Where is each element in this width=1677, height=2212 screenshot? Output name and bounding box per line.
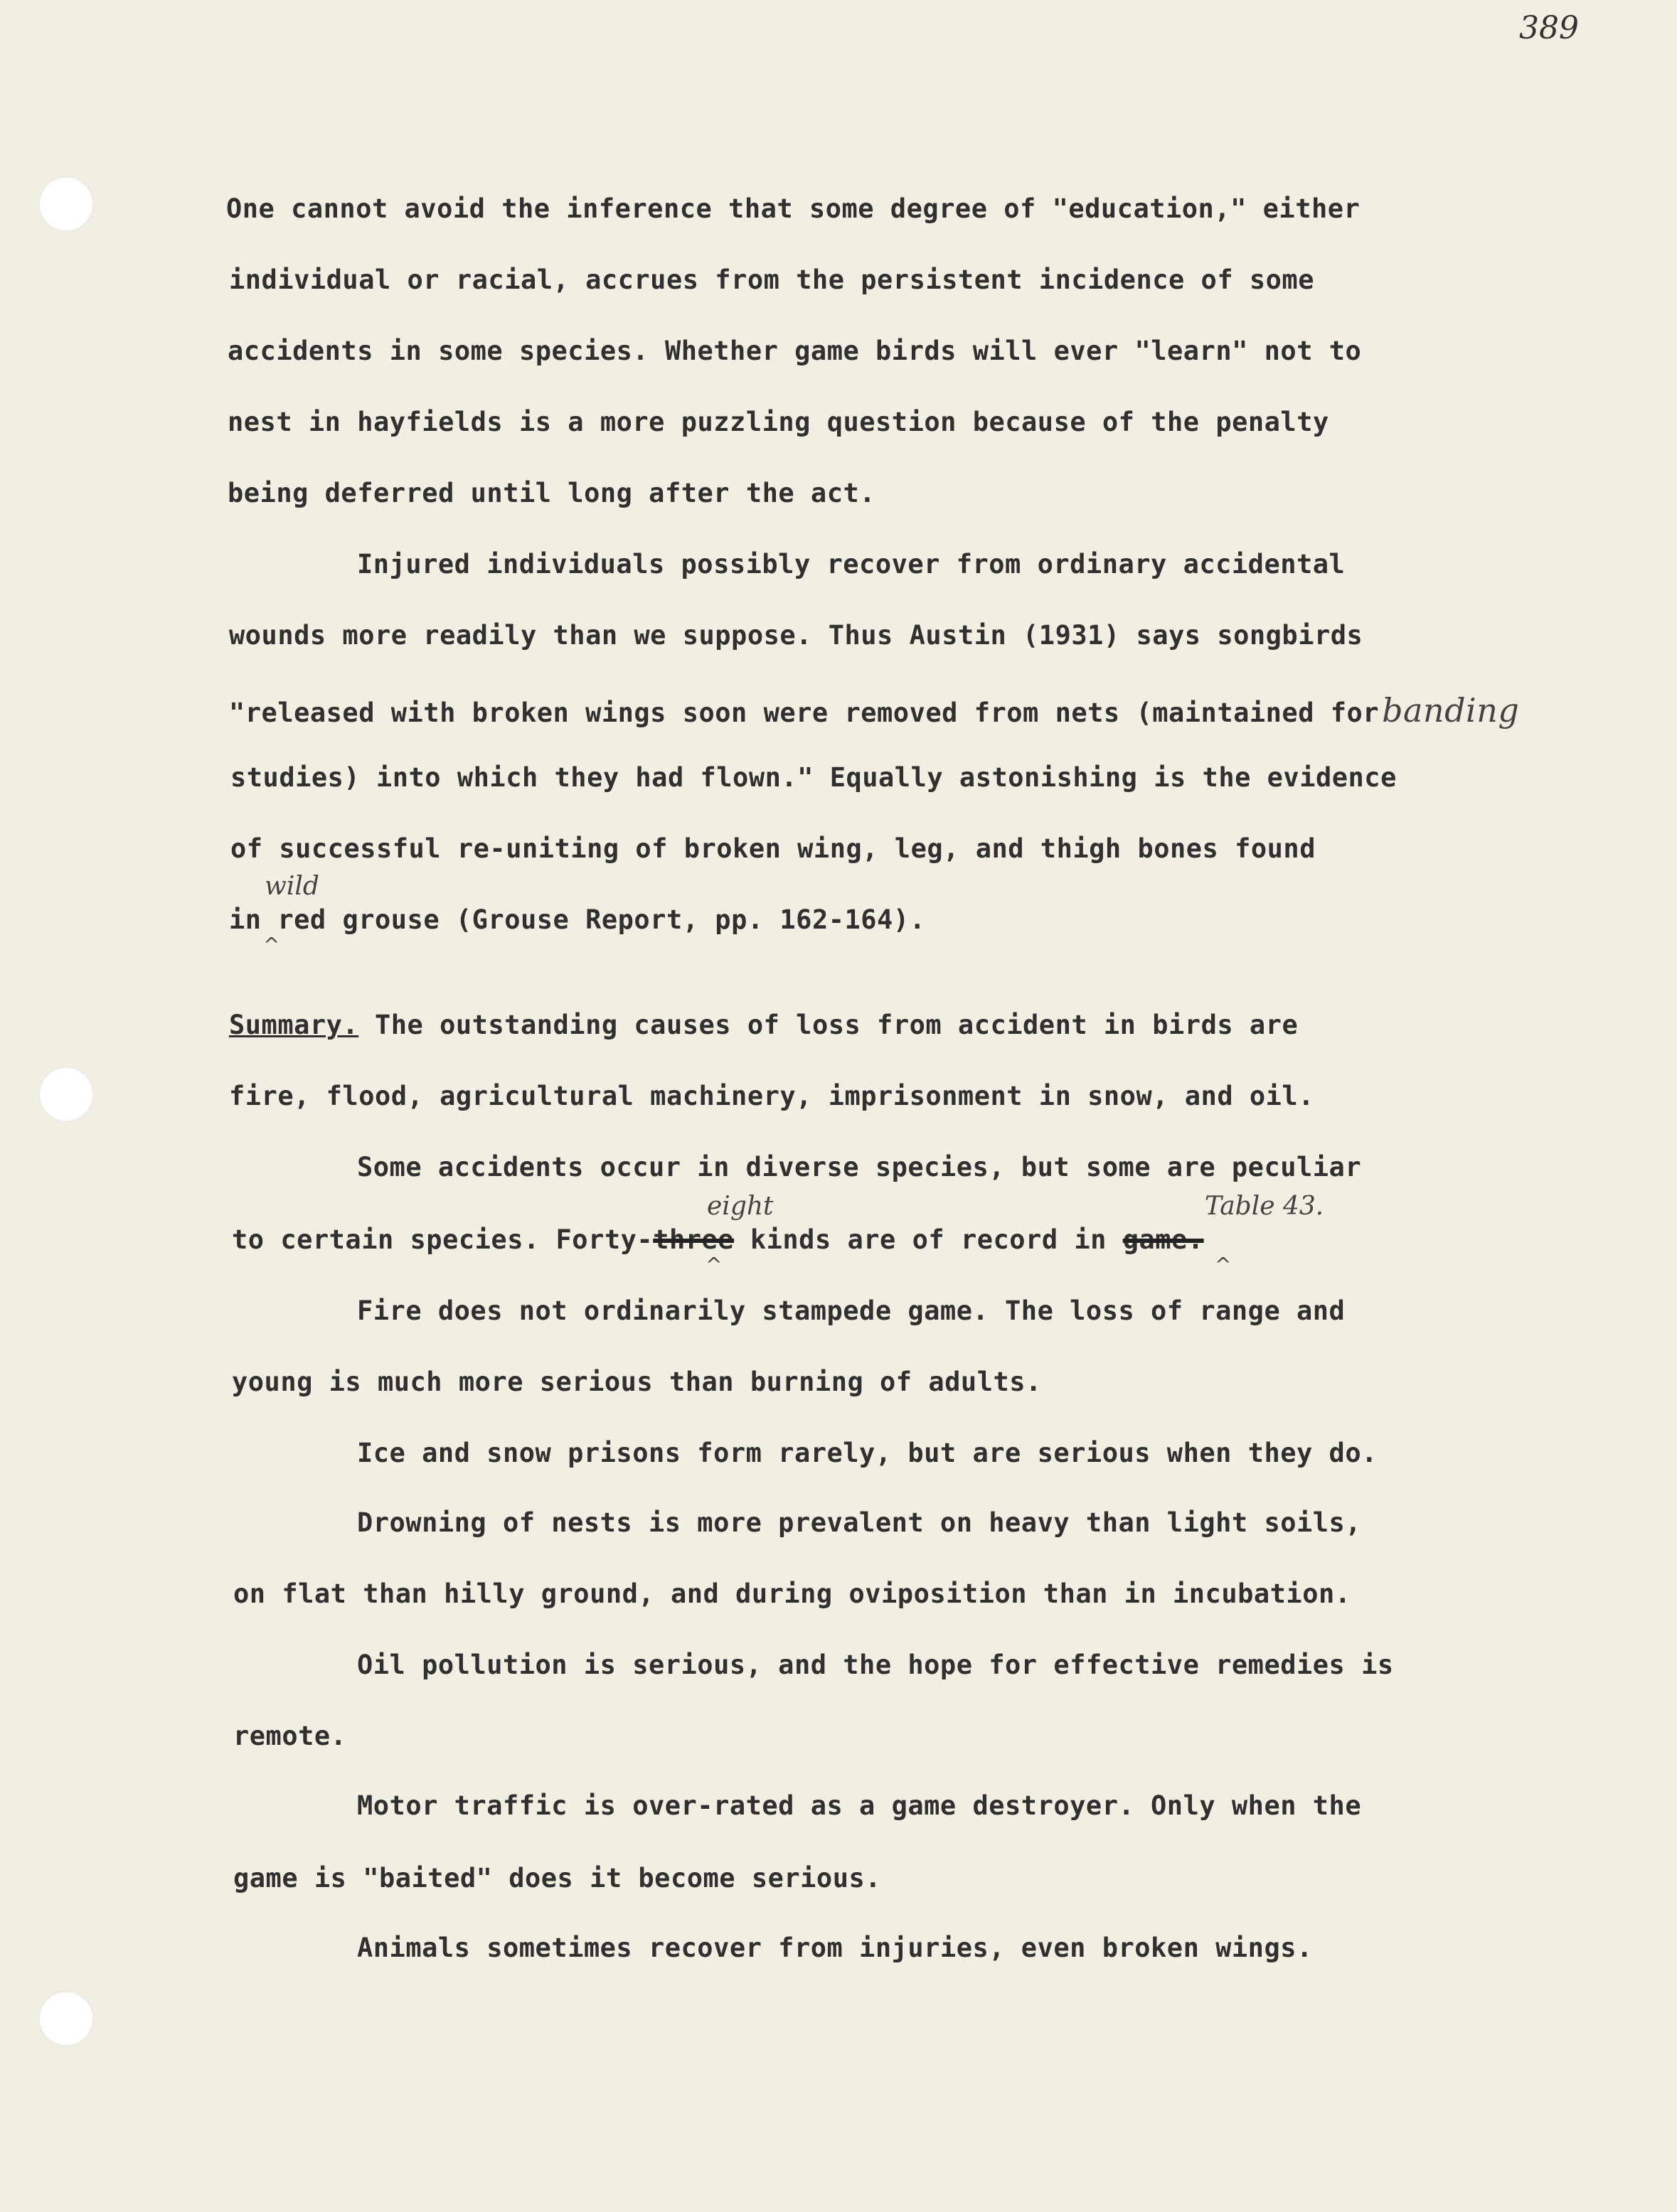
- insertion-caret: ^: [263, 933, 280, 956]
- text-line: [229, 1010, 1298, 1040]
- text-line: [232, 1224, 1204, 1255]
- text-line: being deferred until long after the act.: [228, 478, 876, 508]
- binder-hole-bottom: [38, 1991, 94, 2046]
- text-line: Fire does not ordinarily stampede game. The loss of range and: [357, 1295, 1346, 1326]
- page-number: 389: [1519, 10, 1579, 46]
- text-line: nest in hayfields is a more puzzling question because of the penalty: [228, 407, 1329, 437]
- handwritten-insertion: banding: [1382, 691, 1520, 730]
- text-line: on flat than hilly ground, and during oviposition than in incubation.: [233, 1578, 1351, 1609]
- typed-text: "released with broken wings soon were removed from nets (maintained for: [229, 698, 1380, 728]
- text-line: game is "baited" does it become serious.: [233, 1863, 882, 1893]
- typed-text: The outstanding causes of loss from accident in birds are: [358, 1010, 1299, 1040]
- text-line: fire, flood, agricultural machinery, imprisonment in snow, and oil.: [229, 1081, 1314, 1111]
- text-line: studies) into which they had flown." Equally astonishing is the evidence: [230, 762, 1397, 793]
- insertion-caret: ^: [1215, 1253, 1232, 1276]
- struck-text: three: [653, 1224, 735, 1255]
- struck-text: game.: [1122, 1224, 1204, 1255]
- insertion-caret: ^: [706, 1253, 723, 1276]
- typed-text: kinds are of record in: [734, 1224, 1107, 1255]
- text-line: [229, 904, 925, 935]
- text-line: of successful re-uniting of broken wing, leg, and thigh bones found: [230, 833, 1316, 864]
- binder-hole-middle: [38, 1067, 94, 1122]
- handwritten-insertion: Table 43.: [1205, 1192, 1324, 1221]
- text-line: Motor traffic is over-rated as a game destroyer. Only when the: [357, 1790, 1362, 1821]
- handwritten-insertion: eight: [707, 1192, 774, 1221]
- text-line: accidents in some species. Whether game birds will ever "learn" not to: [228, 336, 1362, 366]
- text-line: Injured individuals possibly recover from ordinary accidental: [357, 549, 1346, 579]
- typed-text: red grouse (Grouse Report, pp. 162-164).: [261, 904, 926, 935]
- binder-hole-top: [38, 176, 94, 232]
- text-line: [229, 691, 1519, 730]
- text-line: individual or racial, accrues from the persistent incidence of some: [229, 265, 1314, 295]
- text-line: Some accidents occur in diverse species, but some are peculiar: [357, 1152, 1362, 1182]
- typed-text: to certain species. Forty-: [232, 1224, 654, 1255]
- text-line: One cannot avoid the inference that some degree of "education," either: [226, 193, 1361, 224]
- text-line: wounds more readily than we suppose. Thus Austin (1931) says songbirds: [229, 620, 1363, 651]
- summary-heading: Summary.: [229, 1010, 359, 1040]
- text-line: Ice and snow prisons form rarely, but are serious when they do.: [357, 1438, 1378, 1468]
- text-line: young is much more serious than burning of adults.: [232, 1367, 1042, 1397]
- text-line: remote.: [233, 1721, 347, 1751]
- handwritten-insertion: wild: [265, 872, 319, 901]
- text-line: Oil pollution is serious, and the hope for effective remedies is: [357, 1650, 1394, 1680]
- text-line: Animals sometimes recover from injuries, even broken wings.: [357, 1933, 1313, 1963]
- typed-text: in: [229, 904, 262, 935]
- text-line: Drowning of nests is more prevalent on heavy than light soils,: [357, 1507, 1362, 1538]
